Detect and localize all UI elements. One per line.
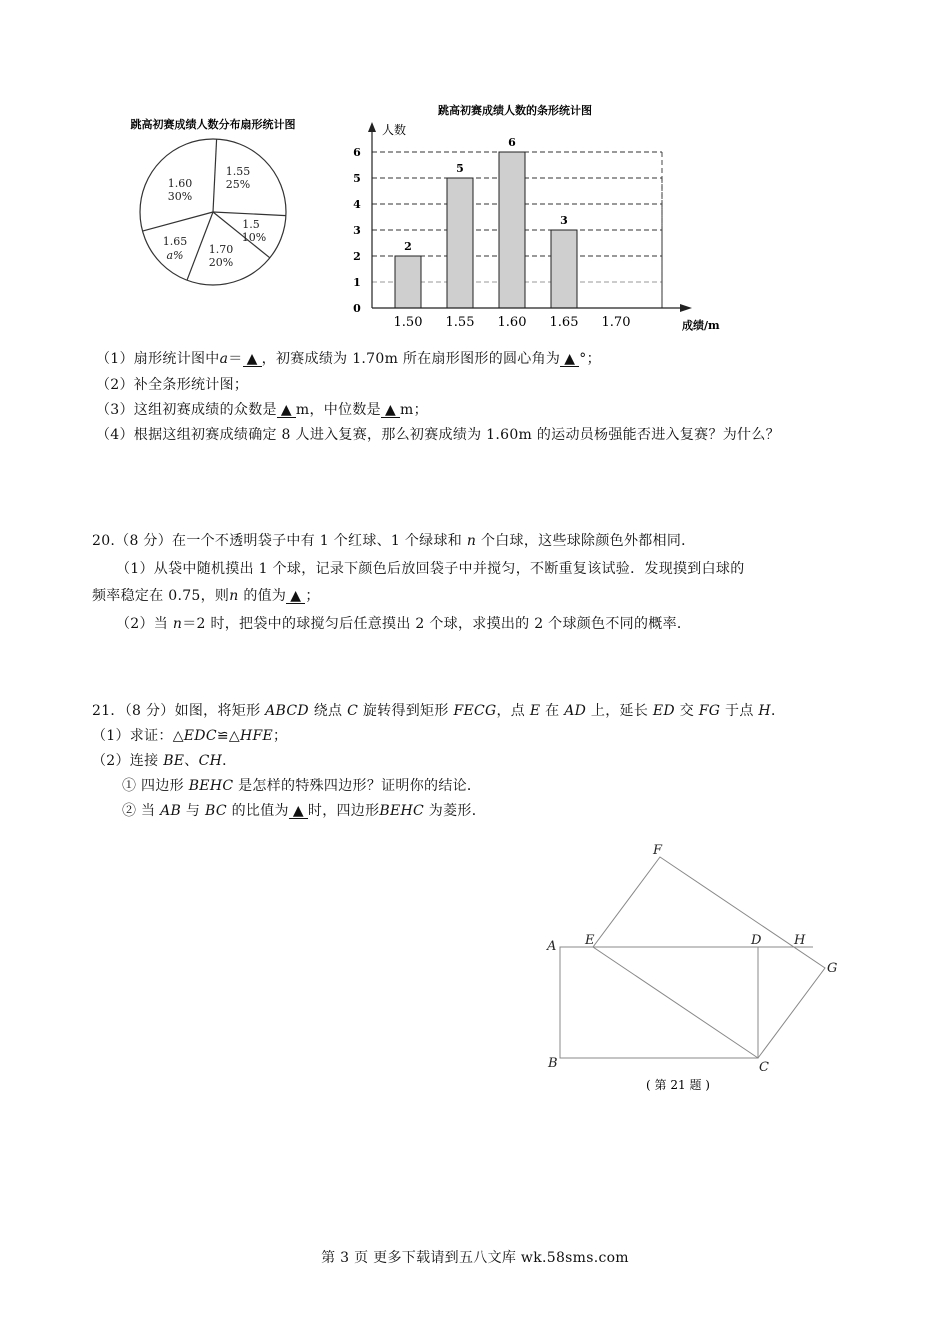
answer-blank[interactable]: ▲ xyxy=(277,403,296,418)
q21-heading: 21．（8 分）如图，将矩形 ABCD 绕点 C 旋转得到矩形 FECG，点 E 在 AD 上，延长 ED 交 FG 于点 H． xyxy=(92,703,786,719)
pie-pct-1-65: a% xyxy=(166,249,184,262)
pie-chart-title: 跳高初赛成绩人数分布扇形统计图 xyxy=(130,118,296,131)
figure-caption: ( 第 21 题 ) xyxy=(646,1078,710,1092)
q19-part4: （4）根据这组初赛成绩确定 8 人进入复赛，那么初赛成绩为 1.60m 的运动员杨强能否进入复赛？为什么？ xyxy=(96,427,780,443)
point-label-e: E xyxy=(585,933,595,948)
pie-label-1-65: 1.65 xyxy=(162,235,188,248)
bar-value-label: 5 xyxy=(456,162,464,175)
answer-blank[interactable]: ▲ xyxy=(560,352,579,367)
q20-part1-line1: （1）从袋中随机摸出 1 个球，记录下颜色后放回袋子中并搅匀，不断重复该试验．发现摸到白球的 xyxy=(116,561,745,577)
point-label-g: G xyxy=(827,961,838,976)
geometry-figure xyxy=(530,835,850,1100)
y-tick-label: 4 xyxy=(353,198,361,211)
bar-value-label: 6 xyxy=(508,136,516,149)
pie-label-1-60: 1.60 xyxy=(167,177,193,190)
bar-1-65 xyxy=(551,230,577,308)
y-tick-label: 1 xyxy=(353,276,361,289)
q19-part3: （3）这组初赛成绩的众数是 ▲ m，中位数是 ▲ m； xyxy=(96,402,428,418)
pie-label-1-70: 1.70 xyxy=(208,243,234,256)
q20-heading: 20.（8 分）在一个不透明袋子中有 1 个红球、1 个绿球和 n 个白球，这些球除颜色外都相同． xyxy=(92,533,696,549)
pie-slice-boundary-1-60 xyxy=(143,212,214,231)
point-label-c: C xyxy=(759,1060,769,1075)
page-footer: 第 3 页 更多下载请到五八文库 wk.58sms.com xyxy=(321,1250,629,1266)
rectangle-abcd xyxy=(560,947,758,1058)
q21-sub2: ② 当 AB 与 BC 的比值为 ▲ 时，四边形BEHC 为菱形． xyxy=(122,803,486,819)
q21-sub1: ① 四边形 BEHC 是怎样的特殊四边形？证明你的结论． xyxy=(122,778,482,794)
rectangle-fecg xyxy=(593,857,825,1058)
bar-1-50 xyxy=(395,256,421,308)
pie-chart xyxy=(110,112,320,292)
y-axis-arrow xyxy=(368,122,376,132)
point-label-d: D xyxy=(751,933,762,948)
pie-pct-1-60: 30% xyxy=(167,190,193,203)
x-tick-label: 1.65 xyxy=(549,315,579,330)
pie-label-1-5: 1.5 xyxy=(242,218,260,231)
bar-1-60 xyxy=(499,152,525,308)
point-label-h: H xyxy=(794,933,806,948)
bar-value-label: 3 xyxy=(560,214,568,227)
x-tick-label: 1.55 xyxy=(445,315,475,330)
point-label-f: F xyxy=(653,843,663,858)
bar-chart-title: 跳高初赛成绩人数的条形统计图 xyxy=(438,104,592,117)
y-tick-label: 2 xyxy=(353,250,361,263)
point-label-a: A xyxy=(547,939,557,954)
pie-slice-boundary-1-55 xyxy=(213,139,217,212)
x-axis-arrow xyxy=(680,304,692,312)
y-tick-label: 6 xyxy=(353,146,361,159)
answer-blank[interactable]: ▲ xyxy=(381,403,400,418)
answer-blank[interactable]: ▲ xyxy=(286,589,305,604)
y-tick-label: 3 xyxy=(353,224,361,237)
bar-value-label: 2 xyxy=(404,240,412,253)
q21-part2: （2）连接 BE、CH． xyxy=(92,753,237,769)
answer-blank[interactable]: ▲ xyxy=(289,804,308,819)
x-tick-label: 1.50 xyxy=(393,315,423,330)
q19-part1: （1）扇形统计图中a＝ ▲ ，初赛成绩为 1.70m 所在扇形图形的圆心角为 ▲ °； xyxy=(96,351,601,367)
bar-1-55 xyxy=(447,178,473,308)
y-tick-label: 0 xyxy=(353,302,361,315)
pie-slice-boundary-1-5 xyxy=(213,212,286,216)
q20-part1-line2: 频率稳定在 0.75，则n 的值为 ▲ ； xyxy=(92,588,320,604)
bar-chart-xlabel: 成绩/m xyxy=(682,319,720,332)
pie-label-1-55: 1.55 xyxy=(225,165,251,178)
pie-pct-1-70: 20% xyxy=(208,256,234,269)
bar-chart-ylabel: 人数 xyxy=(382,123,407,137)
point-label-b: B xyxy=(548,1056,558,1071)
pie-pct-1-5: 10% xyxy=(241,231,267,244)
y-tick-label: 5 xyxy=(353,172,361,185)
q20-part2: （2）当 n＝2 时，把袋中的球搅匀后任意摸出 2 个球，求摸出的 2 个球颜色不同的概率． xyxy=(116,616,692,632)
x-tick-label: 1.60 xyxy=(497,315,527,330)
q21-part1: （1）求证：△EDC≌△HFE； xyxy=(92,728,288,744)
bar-chart xyxy=(340,98,740,338)
answer-blank[interactable]: ▲ xyxy=(243,352,262,367)
q19-part2: （2）补全条形统计图； xyxy=(96,377,249,393)
pie-pct-1-55: 25% xyxy=(225,178,251,191)
x-tick-label: 1.70 xyxy=(601,315,631,330)
